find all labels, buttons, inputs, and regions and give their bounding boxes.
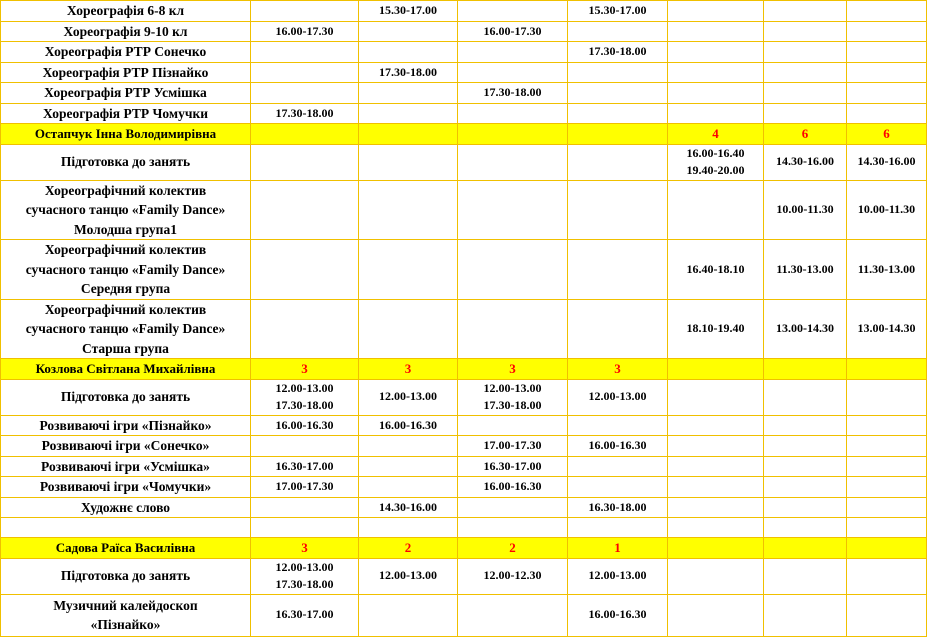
time-slot-cell — [458, 62, 568, 83]
time-line: 12.00-13.00 — [275, 559, 334, 574]
time-slot-cell: 15.30-17.00 — [359, 1, 458, 22]
time-slot-cell — [847, 594, 927, 636]
time-line: 16.00-16.40 — [686, 145, 745, 160]
schedule-row — [1, 21, 927, 42]
time-slot-cell — [764, 83, 847, 104]
activity-name-cell: Розвиваючі ігри «Чомучки» — [1, 477, 251, 498]
time-slot-cell: 14.30-16.00 — [764, 144, 847, 180]
time-slot-cell: 13.00-14.30 — [847, 299, 927, 359]
time-slot-cell: 12.00-13.00 — [359, 558, 458, 594]
time-slot-cell — [251, 83, 359, 104]
time-slot-cell: 16.00-16.30 — [359, 415, 458, 436]
time-slot-cell — [568, 477, 668, 498]
time-slot-cell — [568, 144, 668, 180]
schedule-row — [1, 518, 927, 538]
teacher-name-cell: Козлова Світлана Михайлівна — [1, 359, 251, 380]
time-slot-cell — [668, 477, 764, 498]
time-slot-cell: 17.30-18.00 — [458, 83, 568, 104]
time-line: 17.30-18.00 — [483, 398, 542, 412]
time-slot-cell: 16.00-16.30 — [568, 436, 668, 457]
time-slot-cell — [668, 415, 764, 436]
schedule-row — [1, 83, 927, 104]
time-slot-cell — [668, 379, 764, 415]
name-line: сучасного танцю «Family Dance» — [25, 202, 226, 217]
name-line: Середня група — [80, 281, 171, 296]
time-slot-cell — [668, 497, 764, 518]
time-slot-cell — [359, 83, 458, 104]
time-slot-cell: 18.10-19.40 — [668, 299, 764, 359]
activity-name-cell: Підготовка до занять — [1, 144, 251, 180]
schedule-row — [1, 180, 927, 240]
time-slot-cell — [847, 415, 927, 436]
time-slot-cell — [251, 144, 359, 180]
activity-name-cell: Хореографія 9-10 кл — [1, 21, 251, 42]
time-slot-cell — [568, 518, 668, 538]
time-slot-cell: 16.30-17.00 — [458, 456, 568, 477]
schedule-row — [1, 456, 927, 477]
teacher-header-row — [1, 124, 927, 145]
activity-name-cell: Хореографія РТР Сонечко — [1, 42, 251, 63]
time-slot-cell — [668, 436, 764, 457]
schedule-row — [1, 497, 927, 518]
time-slot-cell: 14.30-16.00 — [359, 497, 458, 518]
time-slot-cell — [668, 21, 764, 42]
teacher-header-row — [1, 538, 927, 559]
activity-name-cell: Підготовка до занять — [1, 558, 251, 594]
time-slot-cell — [458, 144, 568, 180]
time-slot-cell — [568, 415, 668, 436]
name-line: Старша група — [82, 340, 169, 356]
time-slot-cell — [251, 379, 359, 415]
schedule-row — [1, 299, 927, 359]
time-slot-cell — [668, 1, 764, 22]
hours-count-cell: 2 — [359, 538, 458, 559]
activity-name-cell: Хореографія РТР Усмішка — [1, 83, 251, 104]
teacher-name-cell: Остапчук Інна Володимирівна — [1, 124, 251, 145]
time-slot-cell — [764, 558, 847, 594]
time-slot-cell — [668, 103, 764, 124]
time-slot-cell — [668, 594, 764, 636]
activity-name-cell: Хореографія 6-8 кл — [1, 1, 251, 22]
name-line: Музичний калейдоскоп — [53, 597, 198, 613]
time-slot-cell: 14.30-16.00 — [847, 144, 927, 180]
time-slot-cell: 12.00-13.00 — [568, 558, 668, 594]
time-slot-cell — [847, 497, 927, 518]
time-slot-cell — [359, 518, 458, 538]
hours-count-cell — [668, 359, 764, 380]
schedule-row — [1, 477, 927, 498]
time-slot-cell — [668, 144, 764, 180]
time-slot-cell: 16.40-18.10 — [668, 240, 764, 300]
time-line: 12.00-13.00 — [483, 380, 542, 395]
schedule-row — [1, 240, 927, 300]
time-slot-cell — [668, 62, 764, 83]
name-line: Хореографічний колектив — [44, 301, 207, 317]
time-slot-cell — [764, 415, 847, 436]
time-slot-cell — [668, 456, 764, 477]
schedule-row — [1, 379, 927, 415]
activity-name-cell: Розвиваючі ігри «Сонечко» — [1, 436, 251, 457]
hours-count-cell — [764, 359, 847, 380]
name-line: «Пізнайко» — [90, 617, 161, 632]
time-slot-cell: 17.00-17.30 — [458, 436, 568, 457]
time-slot-cell: 17.30-18.00 — [359, 62, 458, 83]
time-slot-cell — [251, 518, 359, 538]
time-slot-cell: 11.30-13.00 — [847, 240, 927, 300]
time-slot-cell — [458, 180, 568, 240]
hours-count-cell — [458, 124, 568, 145]
activity-name-cell — [1, 180, 251, 240]
time-slot-cell — [251, 558, 359, 594]
activity-name-cell: Підготовка до занять — [1, 379, 251, 415]
hours-count-cell: 1 — [568, 538, 668, 559]
time-slot-cell — [847, 42, 927, 63]
time-slot-cell: 16.00-16.30 — [568, 594, 668, 636]
teacher-name-cell: Садова Раїса Василівна — [1, 538, 251, 559]
schedule-row — [1, 436, 927, 457]
hours-count-cell: 6 — [847, 124, 927, 145]
time-slot-cell — [847, 1, 927, 22]
schedule-row — [1, 144, 927, 180]
hours-count-cell — [764, 538, 847, 559]
time-slot-cell — [847, 456, 927, 477]
time-slot-cell — [359, 180, 458, 240]
time-slot-cell — [359, 594, 458, 636]
time-slot-cell: 16.00-17.30 — [458, 21, 568, 42]
time-slot-cell — [764, 456, 847, 477]
time-slot-cell — [764, 379, 847, 415]
time-slot-cell — [251, 1, 359, 22]
time-slot-cell — [458, 240, 568, 300]
time-slot-cell — [847, 436, 927, 457]
time-slot-cell: 15.30-17.00 — [568, 1, 668, 22]
time-slot-cell — [359, 456, 458, 477]
time-slot-cell — [568, 62, 668, 83]
time-slot-cell: 16.00-16.30 — [458, 477, 568, 498]
time-slot-cell — [668, 558, 764, 594]
time-slot-cell — [458, 497, 568, 518]
time-slot-cell — [764, 497, 847, 518]
time-slot-cell — [847, 103, 927, 124]
schedule-row — [1, 42, 927, 63]
time-slot-cell: 17.30-18.00 — [251, 103, 359, 124]
schedule-body — [1, 1, 927, 637]
time-slot-cell: 16.30-17.00 — [251, 456, 359, 477]
time-slot-cell — [458, 103, 568, 124]
time-slot-cell — [668, 518, 764, 538]
time-slot-cell — [458, 1, 568, 22]
activity-name-cell — [1, 240, 251, 300]
activity-name-cell: Розвиваючі ігри «Усмішка» — [1, 456, 251, 477]
hours-count-cell — [847, 538, 927, 559]
time-slot-cell — [359, 299, 458, 359]
hours-count-cell: 6 — [764, 124, 847, 145]
time-slot-cell — [668, 180, 764, 240]
name-line: сучасного танцю «Family Dance» — [25, 321, 226, 336]
hours-count-cell: 3 — [251, 538, 359, 559]
time-slot-cell — [359, 42, 458, 63]
activity-name-cell — [1, 518, 251, 538]
time-slot-cell — [764, 436, 847, 457]
time-slot-cell — [847, 21, 927, 42]
time-slot-cell — [764, 477, 847, 498]
time-slot-cell: 12.00-13.00 — [568, 379, 668, 415]
time-slot-cell: 12.00-13.00 — [359, 379, 458, 415]
hours-count-cell — [668, 538, 764, 559]
schedule-row — [1, 558, 927, 594]
time-slot-cell: 16.00-17.30 — [251, 21, 359, 42]
time-slot-cell — [668, 83, 764, 104]
time-slot-cell — [458, 518, 568, 538]
time-slot-cell — [458, 42, 568, 63]
activity-name-cell: Розвиваючі ігри «Пізнайко» — [1, 415, 251, 436]
time-slot-cell — [764, 594, 847, 636]
hours-count-cell — [251, 124, 359, 145]
time-slot-cell — [847, 558, 927, 594]
time-slot-cell — [458, 379, 568, 415]
name-line: Молодша група1 — [74, 221, 177, 237]
time-slot-cell — [359, 240, 458, 300]
name-line: Хореографічний колектив — [44, 182, 207, 198]
time-slot-cell — [251, 42, 359, 63]
hours-count-cell — [568, 124, 668, 145]
time-slot-cell: 10.00-11.30 — [764, 180, 847, 240]
schedule-row — [1, 594, 927, 636]
time-slot-cell — [458, 299, 568, 359]
time-slot-cell — [764, 103, 847, 124]
hours-count-cell: 2 — [458, 538, 568, 559]
time-slot-cell: 16.00-16.30 — [251, 415, 359, 436]
time-slot-cell — [764, 1, 847, 22]
time-slot-cell — [359, 477, 458, 498]
time-slot-cell — [251, 436, 359, 457]
activity-name-cell: Хореографія РТР Чомучки — [1, 103, 251, 124]
time-slot-cell: 13.00-14.30 — [764, 299, 847, 359]
time-slot-cell — [568, 240, 668, 300]
name-line: Хореографічний колектив — [44, 242, 207, 257]
time-slot-cell: 17.30-18.00 — [568, 42, 668, 63]
teacher-header-row — [1, 359, 927, 380]
time-slot-cell — [458, 594, 568, 636]
time-line: 19.40-20.00 — [686, 163, 745, 177]
time-slot-cell — [458, 415, 568, 436]
hours-count-cell: 4 — [668, 124, 764, 145]
time-line: 17.30-18.00 — [275, 398, 334, 412]
time-slot-cell — [568, 180, 668, 240]
activity-name-cell: Хореографія РТР Пізнайко — [1, 62, 251, 83]
time-slot-cell — [847, 379, 927, 415]
hours-count-cell: 3 — [359, 359, 458, 380]
time-slot-cell — [568, 103, 668, 124]
hours-count-cell: 3 — [568, 359, 668, 380]
time-slot-cell — [251, 299, 359, 359]
time-slot-cell: 17.00-17.30 — [251, 477, 359, 498]
activity-name-cell — [1, 594, 251, 636]
time-slot-cell — [359, 436, 458, 457]
activity-name-cell: Художнє слово — [1, 497, 251, 518]
hours-count-cell — [359, 124, 458, 145]
time-line: 17.30-18.00 — [275, 577, 334, 591]
time-slot-cell — [764, 518, 847, 538]
time-slot-cell: 16.30-17.00 — [251, 594, 359, 636]
time-slot-cell: 16.30-18.00 — [568, 497, 668, 518]
time-slot-cell — [847, 83, 927, 104]
time-slot-cell — [251, 240, 359, 300]
time-line: 12.00-13.00 — [275, 380, 334, 395]
time-slot-cell — [668, 42, 764, 63]
time-slot-cell — [568, 456, 668, 477]
time-slot-cell — [251, 180, 359, 240]
activity-name-cell — [1, 299, 251, 359]
name-line: сучасного танцю «Family Dance» — [25, 261, 226, 277]
time-slot-cell — [359, 103, 458, 124]
time-slot-cell — [359, 144, 458, 180]
schedule-row — [1, 1, 927, 22]
time-slot-cell — [568, 83, 668, 104]
time-slot-cell — [764, 42, 847, 63]
time-slot-cell — [847, 477, 927, 498]
hours-count-cell — [847, 359, 927, 380]
time-slot-cell — [359, 21, 458, 42]
time-slot-cell — [251, 62, 359, 83]
time-slot-cell — [764, 62, 847, 83]
hours-count-cell: 3 — [458, 359, 568, 380]
time-slot-cell — [764, 21, 847, 42]
hours-count-cell: 3 — [251, 359, 359, 380]
schedule-row — [1, 103, 927, 124]
schedule-row — [1, 415, 927, 436]
time-slot-cell — [568, 299, 668, 359]
time-slot-cell — [568, 21, 668, 42]
time-slot-cell: 11.30-13.00 — [764, 240, 847, 300]
time-slot-cell — [251, 497, 359, 518]
time-slot-cell — [847, 62, 927, 83]
time-slot-cell: 12.00-12.30 — [458, 558, 568, 594]
time-slot-cell — [847, 518, 927, 538]
time-slot-cell: 10.00-11.30 — [847, 180, 927, 240]
schedule-row — [1, 62, 927, 83]
